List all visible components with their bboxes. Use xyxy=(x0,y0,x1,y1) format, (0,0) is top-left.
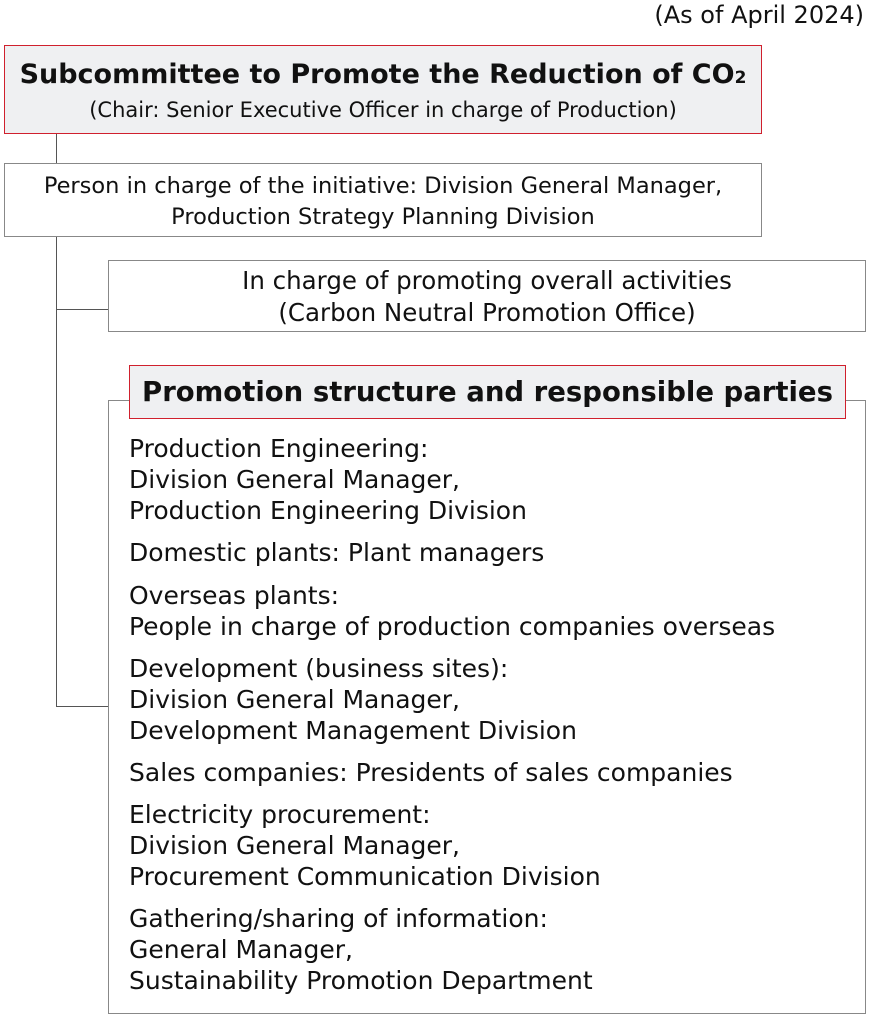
subcommittee-chair: (Chair: Senior Executive Officer in charge of Production) xyxy=(89,98,677,122)
entry-overseas-plants xyxy=(129,580,775,642)
subcommittee-title-main: Subcommittee to Promote the Reduction of CO xyxy=(19,59,735,90)
entry-line: Procurement Communication Division xyxy=(129,862,601,891)
entry-line: Electricity procurement: xyxy=(129,800,431,829)
as-of-date: (As of April 2024) xyxy=(654,1,864,29)
entry-information-sharing xyxy=(129,903,593,996)
connector-top-to-person xyxy=(56,134,57,163)
connector-branch-promotion xyxy=(56,706,108,707)
person-in-charge-line-1: Person in charge of the initiative: Division General Manager, xyxy=(43,173,723,199)
overall-activities-line-2: (Carbon Neutral Promotion Office) xyxy=(278,298,696,327)
entry-line: Gathering/sharing of information: xyxy=(129,904,548,933)
entry-production-engineering xyxy=(129,433,527,526)
entry-line: General Manager, xyxy=(129,935,353,964)
entry-line: Development (business sites): xyxy=(129,654,509,683)
person-in-charge-box xyxy=(4,163,762,237)
entry-line: Production Engineering: xyxy=(129,434,429,463)
entry-line: Overseas plants: xyxy=(129,581,340,610)
person-in-charge-line-2: Production Strategy Planning Division xyxy=(171,204,595,230)
entry-line: Domestic plants: Plant managers xyxy=(129,538,545,567)
subcommittee-title-subscript: 2 xyxy=(734,68,747,88)
connector-trunk xyxy=(56,237,57,707)
subcommittee-title xyxy=(5,58,761,95)
connector-branch-overall xyxy=(56,309,108,310)
entry-sales-companies xyxy=(129,757,733,788)
entry-line: Development Management Division xyxy=(129,716,577,745)
promotion-structure-title: Promotion structure and responsible parties xyxy=(129,365,846,419)
entry-line: Division General Manager, xyxy=(129,831,460,860)
overall-activities-box xyxy=(108,260,866,332)
entry-line: People in charge of production companies overseas xyxy=(129,612,776,641)
entry-line: Sustainability Promotion Department xyxy=(129,966,593,995)
entry-line: Division General Manager, xyxy=(129,685,460,714)
entry-domestic-plants xyxy=(129,537,544,568)
entry-line: Production Engineering Division xyxy=(129,496,527,525)
entry-line: Division General Manager, xyxy=(129,465,460,494)
entry-electricity-procurement xyxy=(129,799,601,892)
subcommittee-box xyxy=(4,45,762,134)
entry-line: Sales companies: Presidents of sales companies xyxy=(129,758,733,787)
overall-activities-line-1: In charge of promoting overall activities xyxy=(242,266,732,295)
entry-development xyxy=(129,653,577,746)
